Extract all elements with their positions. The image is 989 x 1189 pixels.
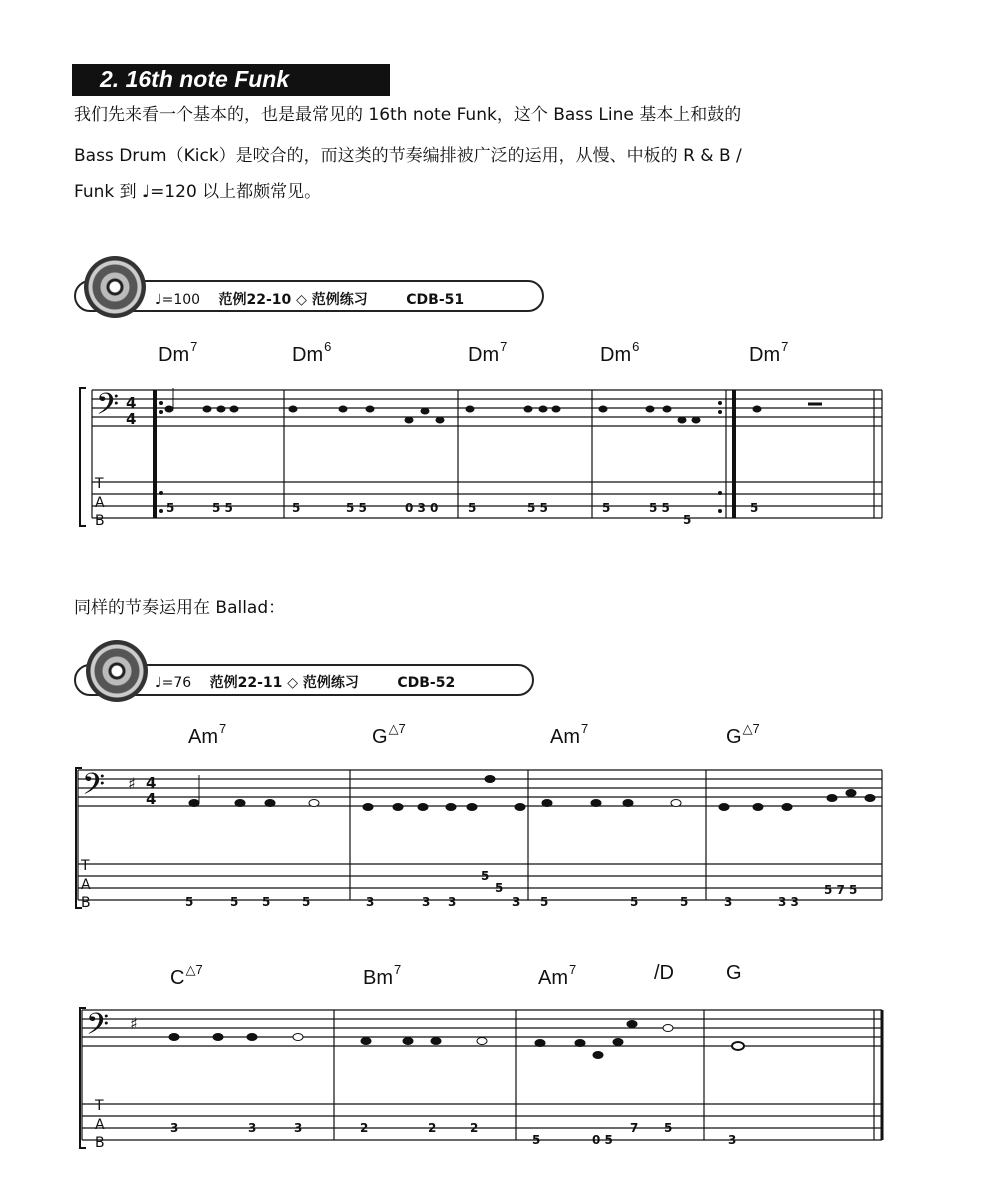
tab-letter-t: T bbox=[95, 476, 104, 492]
tab-letter-a: A bbox=[81, 877, 91, 893]
intro-paragraph-line-1: 我们先来看一个基本的，也是最常见的 16th note Funk，这个 Bass Line 基本上和鼓的 bbox=[74, 105, 742, 125]
tab-letter-a: A bbox=[95, 1117, 105, 1133]
ex2-chord-2: $G^{\triangle 7}$ bbox=[372, 721, 406, 748]
ex2-tab-staff-1 bbox=[78, 864, 882, 900]
svg-text:5: 5 bbox=[495, 881, 504, 895]
ex1-chord-2: Dm$^6$ bbox=[292, 339, 332, 366]
svg-text:3: 3 bbox=[170, 1121, 179, 1135]
svg-text:3: 3 bbox=[728, 1133, 737, 1147]
bass-clef-icon: 𝄢 bbox=[96, 388, 120, 429]
svg-text:3: 3 bbox=[448, 895, 457, 909]
svg-text:5: 5 bbox=[630, 895, 639, 909]
svg-text:5: 5 bbox=[468, 501, 477, 515]
ex2-chord-6: Bm$^7$ bbox=[363, 962, 402, 989]
svg-text:7: 7 bbox=[630, 1121, 639, 1135]
ballad-section-label: 同样的节奏运用在 Ballad： bbox=[74, 598, 286, 618]
svg-text:5: 5 bbox=[680, 895, 689, 909]
svg-text:2: 2 bbox=[470, 1121, 479, 1135]
example1-cd: CDB-51 bbox=[406, 292, 465, 308]
ex2-chord-3: Am$^7$ bbox=[550, 721, 589, 748]
svg-text:5 5: 5 5 bbox=[527, 501, 548, 515]
svg-text:3: 3 bbox=[248, 1121, 257, 1135]
svg-text:5: 5 bbox=[302, 895, 311, 909]
svg-text:5: 5 bbox=[262, 895, 271, 909]
svg-text:5: 5 bbox=[481, 869, 490, 883]
svg-text:5 5: 5 5 bbox=[649, 501, 670, 515]
svg-text:2: 2 bbox=[428, 1121, 437, 1135]
example2-label: 范例22-11 ◇ 范例练习 bbox=[209, 675, 359, 691]
intro-paragraph-line-3: Funk 到 ♩=120 以上都颇常见。 bbox=[74, 182, 322, 202]
svg-text:5: 5 bbox=[683, 513, 692, 527]
svg-text:5: 5 bbox=[540, 895, 549, 909]
time-sig-bottom: 4 bbox=[126, 410, 137, 428]
tab-letter-t: T bbox=[95, 1098, 104, 1114]
ex2-chord-4: $G^{\triangle 7}$ bbox=[726, 721, 760, 748]
svg-text:5: 5 bbox=[230, 895, 239, 909]
section-title: 2. 16th note Funk bbox=[100, 66, 290, 92]
intro-paragraph-line-2: Bass Drum（Kick）是咬合的，而这类的节奏编排被广泛的运用，从慢、中板的 R & B / bbox=[74, 146, 742, 166]
bass-clef-icon: 𝄢 bbox=[82, 768, 106, 809]
key-sharp-icon: ♯ bbox=[130, 1014, 138, 1033]
svg-text:2: 2 bbox=[360, 1121, 369, 1135]
example2-tempo: ♩=76 bbox=[155, 675, 192, 691]
svg-text:3: 3 bbox=[512, 895, 521, 909]
svg-text:5: 5 bbox=[602, 501, 611, 515]
svg-text:3: 3 bbox=[724, 895, 733, 909]
ex2-tab-staff-2 bbox=[82, 1104, 882, 1140]
ex2-chord-9: G bbox=[726, 962, 742, 984]
tab-letter-t: T bbox=[81, 858, 90, 874]
svg-text:5: 5 bbox=[532, 1133, 541, 1147]
tab-letter-a: A bbox=[95, 495, 105, 511]
svg-text:3: 3 bbox=[422, 895, 431, 909]
ex2-chord-5: $C^{\triangle 7}$ bbox=[170, 962, 203, 989]
svg-text:5 5: 5 5 bbox=[346, 501, 367, 515]
time-sig-bottom: 4 bbox=[146, 790, 157, 808]
ex2-chord-7: Am$^7$ bbox=[538, 962, 577, 989]
example1-tempo: ♩=100 bbox=[155, 292, 201, 308]
key-sharp-icon: ♯ bbox=[128, 774, 136, 793]
svg-text:5 5: 5 5 bbox=[212, 501, 233, 515]
example1-label: 范例22-10 ◇ 范例练习 bbox=[218, 292, 368, 308]
ex1-chord-5: Dm$^7$ bbox=[749, 339, 789, 366]
svg-text:5: 5 bbox=[750, 501, 759, 515]
tab-letter-b: B bbox=[81, 895, 91, 911]
svg-text:0 3 0: 0 3 0 bbox=[405, 501, 439, 515]
time-sig-top: 4 bbox=[146, 774, 157, 792]
svg-text:3: 3 bbox=[366, 895, 375, 909]
example2-cd: CDB-52 bbox=[397, 675, 456, 691]
svg-text:5: 5 bbox=[166, 501, 175, 515]
ex2-chord-8: /D bbox=[654, 962, 674, 984]
system-brace bbox=[80, 388, 86, 526]
svg-text:0 5: 0 5 bbox=[592, 1133, 613, 1147]
ex1-chord-4: Dm$^6$ bbox=[600, 339, 640, 366]
ex1-chord-3: Dm$^7$ bbox=[468, 339, 508, 366]
ex1-tab-staff bbox=[92, 482, 882, 518]
tab-letter-b: B bbox=[95, 1135, 105, 1151]
tab-letter-b: B bbox=[95, 513, 105, 529]
ex2-chord-1: Am$^7$ bbox=[188, 721, 227, 748]
svg-text:5 7 5: 5 7 5 bbox=[824, 883, 858, 897]
time-sig-top: 4 bbox=[126, 394, 137, 412]
bass-clef-icon: 𝄢 bbox=[86, 1008, 110, 1049]
svg-text:5: 5 bbox=[292, 501, 301, 515]
svg-text:5: 5 bbox=[185, 895, 194, 909]
svg-text:3: 3 bbox=[294, 1121, 303, 1135]
ex1-chord-1: Dm$^7$ bbox=[158, 339, 198, 366]
svg-text:5: 5 bbox=[664, 1121, 673, 1135]
svg-text:3 3: 3 3 bbox=[778, 895, 799, 909]
